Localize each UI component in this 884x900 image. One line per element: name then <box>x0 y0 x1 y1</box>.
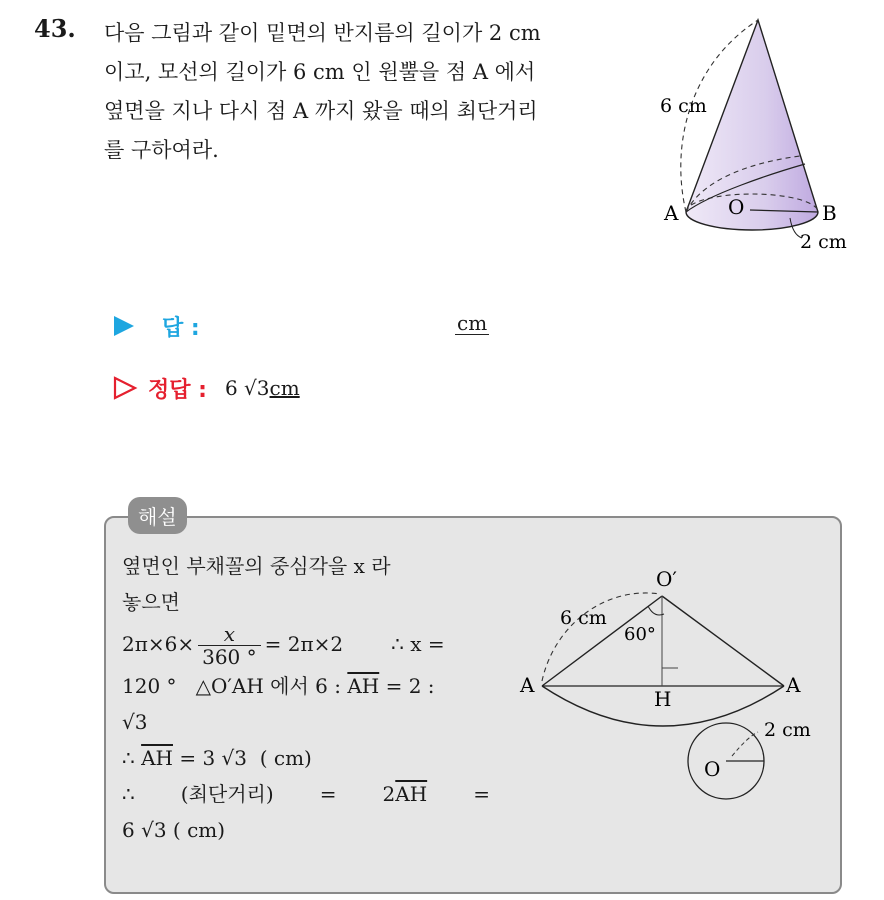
sector-slant-label: 6 cm <box>560 607 607 629</box>
line5-post: = 3 √3 ( cm) <box>172 746 312 770</box>
correct-answer-row <box>112 368 300 408</box>
solution-line: 놓으면 <box>122 590 180 614</box>
line6-equals2: = <box>473 782 490 806</box>
outline-triangle-icon <box>112 375 138 401</box>
formula-left: 2π×6× <box>122 632 195 656</box>
fraction <box>198 623 261 668</box>
solution-formula <box>122 620 490 668</box>
solution-line: 6 √3 ( cm) <box>122 818 226 842</box>
solution-line <box>122 668 490 704</box>
solution-line <box>122 740 490 776</box>
line6-2ah <box>383 776 428 812</box>
cone-figure <box>650 14 870 264</box>
cone-point-b: B <box>822 201 837 225</box>
question-line: 를 구하여라. <box>104 138 219 162</box>
question-line: 다음 그림과 같이 밑면의 반지름의 길이가 2 cm <box>104 21 541 45</box>
circle-center-label: O <box>704 757 721 781</box>
question-number: 43. <box>34 14 76 43</box>
filled-triangle-icon <box>112 314 136 338</box>
solution-line: 옆면인 부채꼴의 중심각을 x 라 <box>122 554 391 578</box>
solution-text <box>122 548 490 848</box>
sector-point-h: H <box>654 687 672 711</box>
solution-tag: 해설 <box>128 497 187 534</box>
sector-figure <box>514 556 814 806</box>
correct-answer-label: 정답 : <box>148 377 207 403</box>
answer-label: 답 : <box>162 315 200 341</box>
line6-equals: = <box>319 782 337 806</box>
segment-ah: $\overline{AH}$ <box>141 746 173 770</box>
line3-pre: 120 ° △O′AH 에서 6 : <box>122 674 348 698</box>
line3-post: = 2 : <box>379 674 435 698</box>
segment-ah: $\overline{AH}$ <box>395 782 428 806</box>
question-text <box>104 14 634 170</box>
cone-radius-label: 2 cm <box>800 231 847 253</box>
line6-shortest: (최단거리) <box>180 782 274 806</box>
segment-ah: $\overline{AH}$ <box>347 674 380 698</box>
formula-right: = 2π×2 <box>264 632 344 656</box>
cone-point-a: A <box>664 201 679 225</box>
correct-answer-value <box>225 376 300 400</box>
correct-value-number: 6 √3 <box>224 376 270 400</box>
fraction-denominator: 360 ° <box>202 645 257 669</box>
fraction-numerator: x <box>198 623 261 646</box>
answer-unit: cm <box>457 311 488 335</box>
sector-point-a-right: A <box>786 673 801 697</box>
question-line: 이고, 모선의 길이가 6 cm 인 원뿔을 점 A 에서 <box>104 60 536 84</box>
sector-point-a-left: A <box>520 673 535 697</box>
circle-radius-label: 2 cm <box>764 719 811 741</box>
cone-slant-label: 6 cm <box>660 95 707 117</box>
sector-angle-label: 60° <box>624 624 656 645</box>
line6-two: 2 <box>382 782 396 806</box>
sector-apex-label: O′ <box>656 567 677 591</box>
question-line: 옆면을 지나 다시 점 A 까지 왔을 때의 최단거리 <box>104 99 538 123</box>
solution-line: √3 <box>122 710 148 734</box>
solution-line <box>122 776 490 812</box>
formula-therefore: ∴ x = <box>391 632 445 656</box>
cone-point-o: O <box>728 195 745 219</box>
line5-pre: ∴ <box>122 746 142 770</box>
correct-value-unit: cm <box>269 376 300 400</box>
line6-therefore: ∴ <box>122 782 135 806</box>
answer-row <box>112 306 512 346</box>
